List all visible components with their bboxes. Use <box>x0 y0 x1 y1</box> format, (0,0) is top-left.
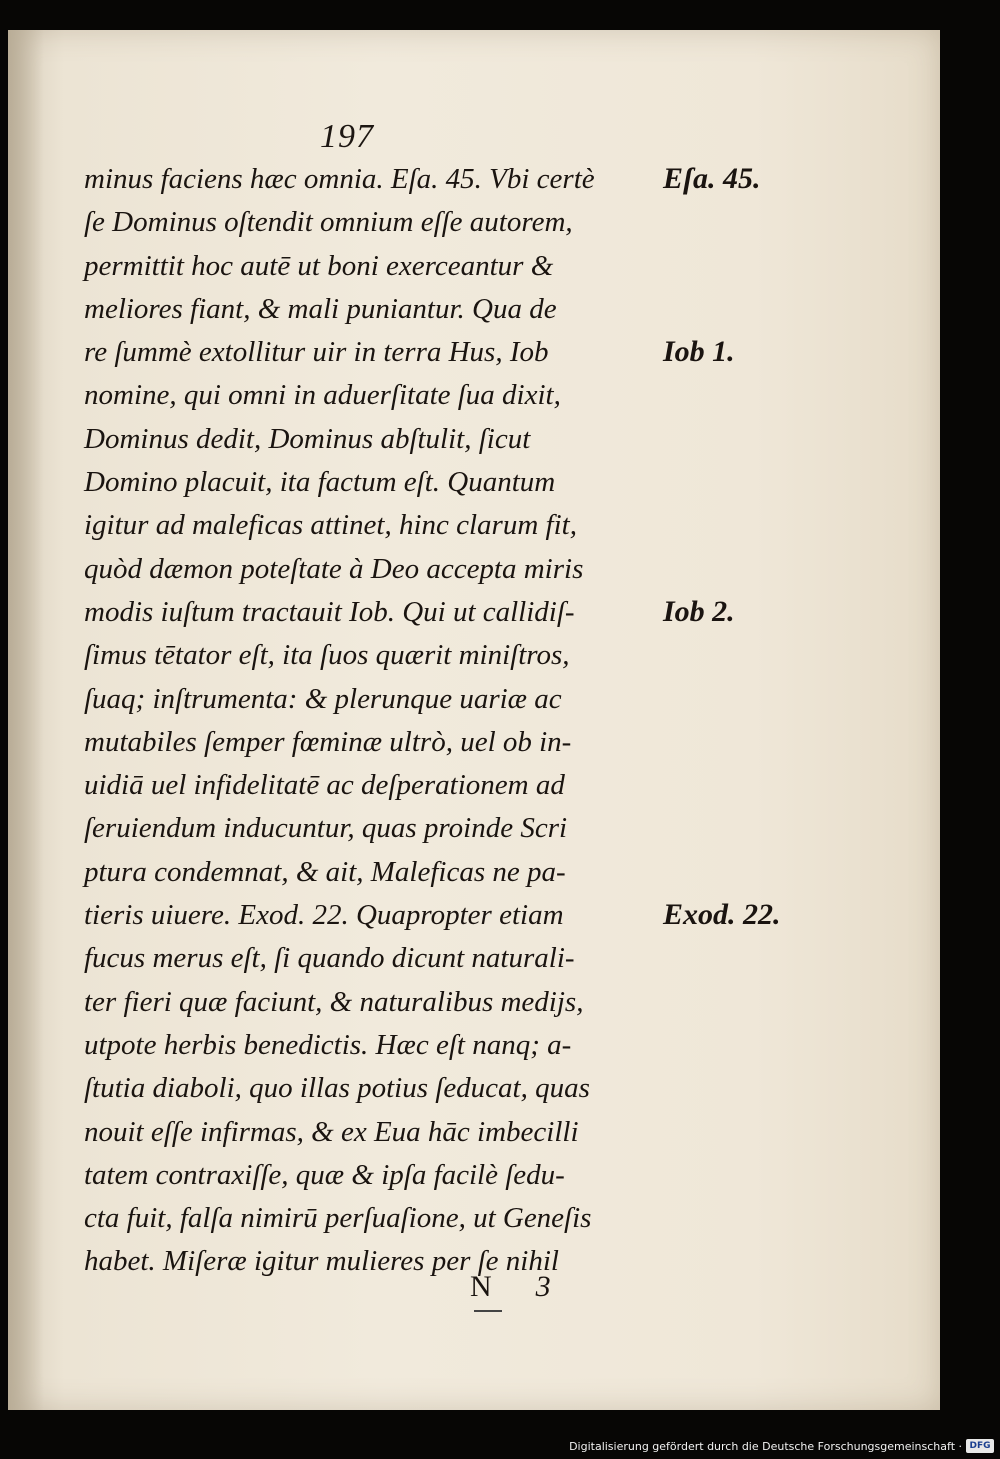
text-line: ſtutia diaboli, quo illas potius ſeducat, quas <box>84 1072 590 1105</box>
signature-mark <box>470 1270 551 1304</box>
margin-note: Iob 2. <box>663 595 735 628</box>
text-line: fucus merus eſt, ſi quando dicunt naturali- <box>84 942 575 975</box>
text-line: habet. Miſeræ igitur mulieres per ſe nihil <box>84 1245 559 1278</box>
page-binding-shadow <box>8 30 44 1410</box>
dfg-logo: DFG <box>966 1439 994 1453</box>
signature-letter: N <box>470 1270 492 1303</box>
text-line: ter fieri quæ faciunt, & naturalibus medijs, <box>84 985 584 1018</box>
text-line: permittit hoc autē ut boni exerceantur & <box>84 249 554 282</box>
page-number: 197 <box>320 118 374 155</box>
text-line: ſeruiendum inducuntur, quas proinde Scri <box>84 812 568 845</box>
text-line: ſimus tētator eſt, ita ſuos quærit miniſtros, <box>84 639 570 672</box>
digitization-credit: Digitalisierung gefördert durch die Deutsche Forschungsgemeinschaft · <box>569 1440 962 1453</box>
signature-number: 3 <box>535 1270 551 1303</box>
margin-note: Iob 1. <box>663 335 735 369</box>
signature-rule <box>474 1310 502 1312</box>
text-line: mutabiles ſemper fœminæ ultrò, uel ob in- <box>84 725 572 758</box>
text-line: ſuaq; inſtrumenta: & plerunque uariæ ac <box>84 682 562 715</box>
text-line: igitur ad maleficas attinet, hinc clarum fit, <box>84 509 577 542</box>
body-text <box>84 158 674 1284</box>
text-line: uidiā uel infidelitatē ac deſperationem ad <box>84 769 565 802</box>
text-line: nomine, qui omni in aduerſitate ſua dixit, <box>84 379 561 412</box>
text-line: re ſummè extollitur uir in terra Hus, Iob <box>84 336 549 369</box>
text-line: meliores fiant, & mali puniantur. Qua de <box>84 292 557 325</box>
text-line: tieris uiuere. Exod. 22. Quapropter etiam <box>84 899 564 932</box>
margin-note: Exod. 22. <box>663 898 781 932</box>
text-line: ptura condemnat, & ait, Maleficas ne pa- <box>84 855 566 888</box>
text-line: modis iuſtum tractauit Iob. Qui ut callidiſ- <box>84 595 575 628</box>
text-line: cta fuit, falſa nimirū perſuaſione, ut Geneſis <box>84 1202 592 1235</box>
text-line: utpote herbis benedictis. Hæc eſt nanq; a- <box>84 1028 572 1061</box>
text-line: quòd dæmon poteſtate à Deo accepta miris <box>84 552 584 585</box>
text-line: nouit eſſe infirmas, & ex Eua hāc imbecilli <box>84 1115 579 1148</box>
margin-note: Eſa. 45. <box>663 162 761 195</box>
book-page <box>8 30 940 1410</box>
text-line: Dominus dedit, Dominus abſtulit, ſicut <box>84 422 531 455</box>
text-line: tatem contraxiſſe, quæ & ipſa facilè ſedu- <box>84 1158 565 1191</box>
text-line: Domino placuit, ita factum eſt. Quantum <box>84 466 556 499</box>
text-line: ſe Dominus oſtendit omnium eſſe autorem, <box>84 206 573 239</box>
text-line: minus faciens hæc omnia. Eſa. 45. Vbi certè <box>84 163 595 195</box>
